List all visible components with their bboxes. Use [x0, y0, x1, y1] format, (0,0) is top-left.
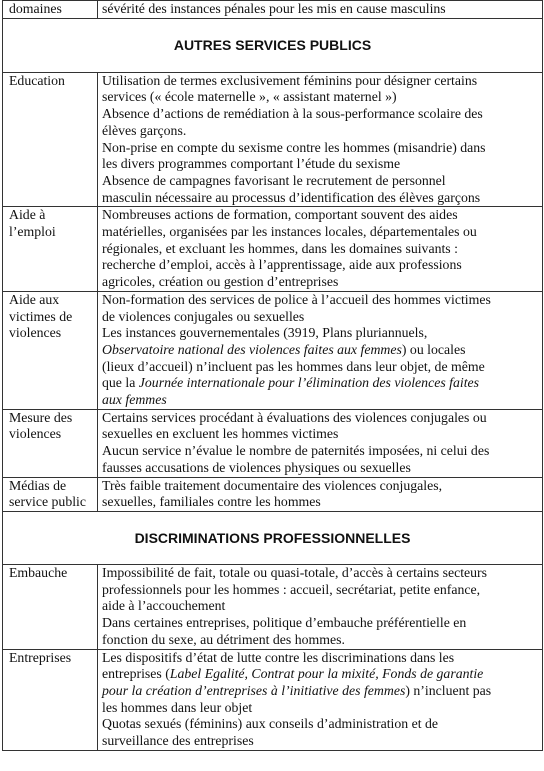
description-line [102, 615, 538, 632]
description-cell [98, 72, 543, 207]
domain-cell [3, 207, 98, 292]
text-segment: régionales, et excluant les hommes, dans les domaines suivants : [102, 240, 458, 256]
domain-label-line: Mesure des [9, 409, 73, 425]
text-segment: masculin nécessaire au processus d’identification des élèves garçons [102, 189, 481, 205]
text-segment: ) ou locales [401, 341, 466, 357]
text-segment: fonction du sexe, au détriment des hommes. [102, 631, 345, 647]
description-line [102, 565, 538, 582]
domain-label-line: Entreprises [9, 649, 72, 665]
description-cell [98, 291, 543, 409]
text-segment: Dans certaines entreprises, politique d’embauche préférentielle en [102, 615, 467, 631]
description-line [102, 140, 538, 157]
text-segment: Très faible traitement documentaire des violences conjugales, [102, 477, 443, 493]
text-segment: les hommes dans leur objet [102, 699, 253, 715]
italic-text-segment: pour la création d’entreprises à l’initiative des femmes [102, 682, 406, 698]
description-line [102, 700, 538, 717]
text-segment: (lieux d’accueil) n’incluent pas les hommes dans leur objet, de même [102, 358, 485, 374]
description-line [102, 106, 538, 123]
text-segment: de violences conjugales ou sexuelles [102, 308, 305, 324]
italic-text-segment: Observatoire national des violences faites aux femmes [102, 341, 402, 357]
domain-label-line: Education [9, 72, 65, 88]
text-segment: services (« école maternelle », « assistant maternel ») [102, 89, 397, 105]
text-segment: aide à l’accouchement [102, 598, 226, 614]
text-segment: Utilisation de termes exclusivement féminins pour désigner certains [102, 72, 478, 88]
description-line [102, 309, 538, 326]
description-line [102, 241, 538, 258]
table-row [3, 291, 543, 409]
description-cell [98, 207, 543, 292]
domain-cell: domaines [3, 1, 98, 19]
description-line [102, 257, 538, 274]
text-segment: agricoles, création ou gestion d’entreprises [102, 274, 339, 290]
description-paragraph [102, 173, 538, 206]
table-row [3, 1, 543, 19]
text-segment: ) n’incluent pas [405, 682, 492, 698]
section-header-row [3, 18, 543, 72]
description-cell [98, 409, 543, 477]
description-paragraph [102, 140, 538, 173]
domain-cell [3, 409, 98, 477]
description-cell [98, 477, 543, 511]
text-segment: que la [102, 375, 139, 391]
description-paragraph [102, 615, 538, 648]
text-segment: Non-prise en compte du sexisme contre les hommes (misandrie) dans [102, 139, 486, 155]
table-row [3, 477, 543, 511]
description-paragraph [102, 443, 538, 476]
domain-label-line: Médias de [9, 477, 67, 493]
table-row [3, 409, 543, 477]
description-paragraph [102, 478, 538, 511]
description-line [102, 375, 538, 392]
description-paragraph [102, 565, 538, 615]
description-line [102, 224, 538, 241]
text-segment: les divers programmes comportant l’étude du sexisme [102, 156, 401, 172]
text-segment: Nombreuses actions de formation, comportant souvent des aides [102, 207, 458, 223]
description-cell [98, 649, 543, 750]
text-segment: matérielles, organisées par les instances locales, départementales ou [102, 224, 477, 240]
section-heading: DISCRIMINATIONS PROFESSIONNELLES [3, 511, 543, 564]
italic-text-segment: Label Egalité, Contrat pour la mixité, Fonds de garantie [169, 666, 484, 682]
description-line [102, 683, 538, 700]
table-row [3, 564, 543, 649]
section-header-row [3, 511, 543, 564]
table-body [3, 1, 543, 751]
text-segment: recherche d’emploi, accès à l’apprentissage, aide aux professions [102, 257, 462, 273]
description-paragraph [102, 292, 538, 325]
description-paragraph [102, 410, 538, 443]
text-segment: Impossibilité de fait, totale ou quasi-totale, d’accès à certains secteurs [102, 564, 488, 580]
description-line [102, 494, 538, 511]
text-segment: entreprises ( [102, 666, 170, 682]
text-segment: surveillance des entreprises [102, 733, 254, 749]
text-segment: élèves garçons. [102, 122, 187, 138]
description-line [102, 716, 538, 733]
domain-label-line: Aide à [9, 207, 46, 223]
description-line [102, 325, 538, 342]
text-segment: Les dispositifs d’état de lutte contre les discriminations dans les [102, 649, 455, 665]
text-segment: professionnels pour les hommes : accueil, secrétariat, petite enfance, [102, 581, 481, 597]
text-segment: Certains services procédant à évaluations des violences conjugales ou [102, 409, 487, 425]
description-line [102, 392, 538, 409]
description-line [102, 650, 538, 667]
description-line [102, 460, 538, 477]
table-row [3, 207, 543, 292]
description-line [102, 156, 538, 173]
description-line [102, 426, 538, 443]
description-line [102, 89, 538, 106]
description-line [102, 478, 538, 495]
domain-label-line: victimes de [9, 308, 73, 324]
text-segment: Les instances gouvernementales (3919, Plans pluriannuels, [102, 325, 428, 341]
description-line [102, 666, 538, 683]
description-cell [98, 564, 543, 649]
description-line [102, 359, 538, 376]
domain-label-line: Embauche [9, 564, 68, 580]
description-line [102, 73, 538, 90]
description-paragraph [102, 716, 538, 749]
description-line [102, 342, 538, 359]
text-segment: sexuelles en excluent les hommes victimes [102, 426, 339, 442]
text-segment: Non-formation des services de police à l’accueil des hommes victimes [102, 291, 491, 307]
domain-label-line: service public [9, 494, 87, 510]
description-paragraph [102, 650, 538, 717]
domain-label-line: violences [9, 325, 62, 341]
domain-label-line: Aide aux [9, 291, 60, 307]
domain-cell [3, 564, 98, 649]
description-line [102, 582, 538, 599]
description-line [102, 632, 538, 649]
table-row [3, 72, 543, 207]
domain-label-line: l’emploi [9, 224, 56, 240]
description-line [102, 123, 538, 140]
domain-cell [3, 291, 98, 409]
italic-text-segment: Journée internationale pour l’élimination des violences faites [138, 375, 480, 391]
table-row [3, 649, 543, 750]
description-line [102, 410, 538, 427]
description-line [102, 292, 538, 309]
description-line [102, 598, 538, 615]
description-line [102, 443, 538, 460]
text-segment: Absence de campagnes favorisant le recrutement de personnel [102, 172, 446, 188]
description-line [102, 173, 538, 190]
text-segment: fausses accusations de violences physiques ou sexuelles [102, 459, 411, 475]
description-paragraph [102, 106, 538, 139]
italic-text-segment: aux femmes [102, 392, 167, 408]
description-line [102, 733, 538, 750]
description-line [102, 274, 538, 291]
text-segment: Quotas sexués (féminins) aux conseils d’administration et de [102, 716, 439, 732]
description-line [102, 190, 538, 207]
description-line [102, 207, 538, 224]
section-heading: AUTRES SERVICES PUBLICS [3, 18, 543, 72]
text-segment: sexuelles, familiales contre les hommes [102, 494, 321, 510]
text-segment: Absence d’actions de remédiation à la sous-performance scolaire des [102, 106, 483, 122]
discrimination-table [2, 0, 543, 751]
domain-label-line: violences [9, 426, 62, 442]
domain-cell [3, 477, 98, 511]
description-paragraph [102, 207, 538, 291]
domain-cell [3, 649, 98, 750]
description-cell: sévérité des instances pénales pour les mis en cause masculins [98, 1, 543, 19]
description-paragraph [102, 73, 538, 106]
domain-cell [3, 72, 98, 207]
text-segment: Aucun service n’évalue le nombre de paternités imposées, ni celui des [102, 443, 490, 459]
description-paragraph [102, 325, 538, 409]
